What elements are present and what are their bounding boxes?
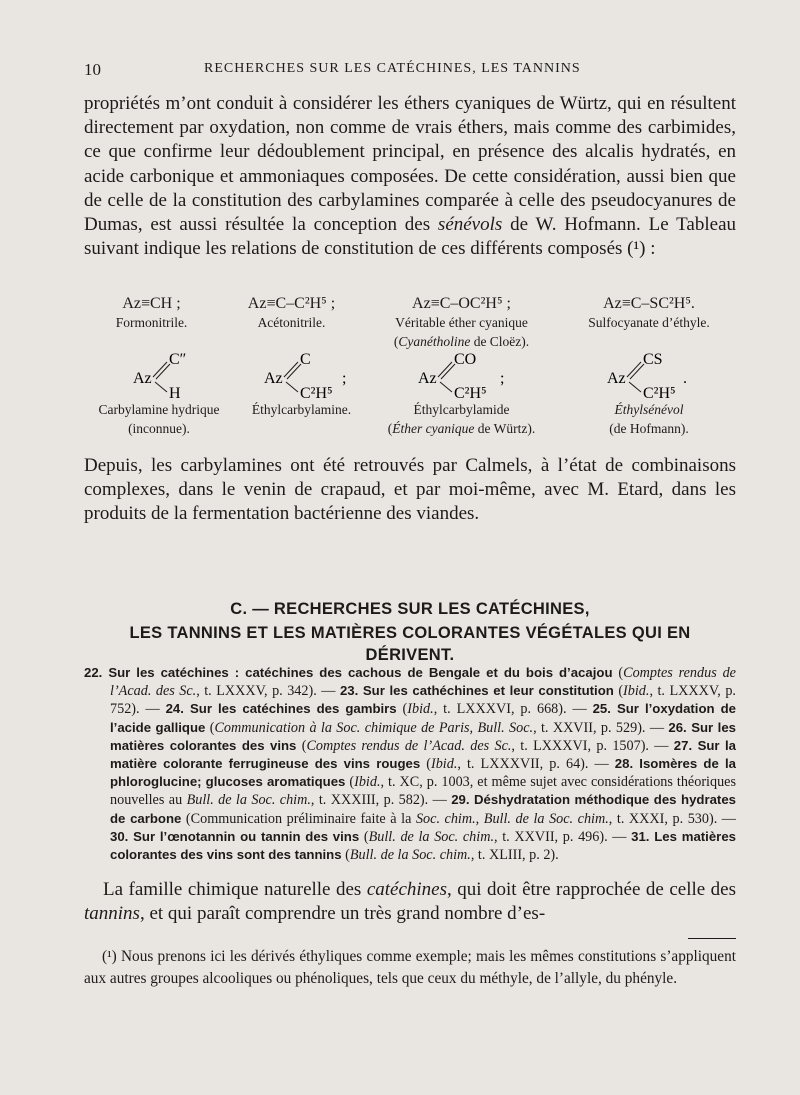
compound-label: Éthylcarbylamide xyxy=(413,402,510,417)
structural-formula xyxy=(99,350,219,400)
compound-label: Carbylamine hydrique xyxy=(98,402,220,417)
top-group: CO xyxy=(453,351,476,368)
bottom-group: H xyxy=(169,385,181,400)
footnote: (¹) Nous prenons ici les dérivés éthyliques comme exemple; mais les mêmes constitutions s’appliquent aux autres groupes alcooliques ou phénoliques, tels que ceux du méthyle, de l’allyle, du phényle. xyxy=(84,948,736,987)
top-group: CS xyxy=(643,351,663,368)
famille-paragraph: La famille chimique naturelle des catéchines, qui doit être rapprochée de celle des tannins, et qui paraît comprendre un très grand nombre d’es- xyxy=(84,879,737,925)
page-number: 10 xyxy=(84,60,101,79)
az-atom: Az xyxy=(607,370,626,387)
compound-label: Véritable éther cyanique xyxy=(395,315,528,330)
compound-sublabel: (Cyanétholine de Cloëz). xyxy=(393,334,530,349)
compound-sublabel: (de Hofmann). xyxy=(609,421,689,436)
az-atom: Az xyxy=(263,370,283,387)
section-title-line-1: C. — RECHERCHES SUR LES CATÉCHINES, xyxy=(230,600,590,618)
structural-formula xyxy=(589,350,709,400)
formula: Az≡C–C²H⁵ ; xyxy=(247,295,336,312)
bond-lower xyxy=(155,382,167,392)
separator: ; xyxy=(499,370,504,387)
compound-sublabel: (inconnue). xyxy=(128,421,190,436)
ethylcarbylamide-cell xyxy=(369,350,554,438)
acetonitrile-cell xyxy=(219,294,364,332)
depuis-paragraph: Depuis, les carbylamines ont été retrouvés par Calmels, à l’état de combinaisons complexes, dans le venin de crapaud, et par moi-même, avec M. Etard, dans les produits de la fermentation bactérienne des viandes. xyxy=(84,455,736,525)
carbylamine-hydrique-cell xyxy=(84,350,234,438)
compound-label: Éthylsénévol xyxy=(614,402,684,417)
senevols-term: sénévols xyxy=(437,214,503,236)
structural-formula xyxy=(242,350,362,400)
bottom-group: C²H⁵ xyxy=(453,385,487,400)
page-header xyxy=(84,60,736,80)
separator: . xyxy=(683,370,687,387)
separator: ; xyxy=(341,370,346,387)
bond-lower xyxy=(286,382,298,392)
running-head: RECHERCHES SUR LES CATÉCHINES, LES TANNINS xyxy=(204,61,581,76)
az-atom: Az xyxy=(417,370,437,387)
compound-sublabel: (Éther cyanique de Würtz). xyxy=(387,421,536,436)
ethylsenevol-cell xyxy=(559,350,739,438)
compound-label: Éthylcarbylamine. xyxy=(251,402,352,417)
references-list xyxy=(84,664,736,864)
bottom-group: C²H⁵ xyxy=(643,385,676,400)
compound-label: Formonitrile. xyxy=(115,315,188,330)
bond-lower xyxy=(629,382,641,392)
formula: Az≡CH ; xyxy=(122,295,181,312)
section-title-line-2: LES TANNINS ET LES MATIÈRES COLORANTES VÉGÉTALES QUI EN DÉRIVENT. xyxy=(129,624,691,664)
formula: Az≡C–OC²H⁵ ; xyxy=(412,295,511,312)
intro-paragraph: propriétés m’ont conduit à considérer les éthers cyaniques de Würtz, qui en résultent directement par oxydation, non comme de vrais éthers, mais comme des carbimides, ce que confirme leur dédoublement principal, en présence des alcalis hydratés, en acide carbonique et ammoniaques composées. De cette considération, aussi bien que de celle de la constitution des carbylamines comparée à celle des pseudocyanures de Dumas, est aussi résultée la conception des sénévols de W. Hofmann. Le Tableau suivant indique les relations de constitution de ces différents composés (¹) : xyxy=(84,93,737,260)
compound-label: Acétonitrile. xyxy=(257,315,326,330)
compound-label: Sulfocyanate d’éthyle. xyxy=(588,315,710,330)
formula: Az≡C–SC²H⁵. xyxy=(603,295,695,312)
reference-block: 22. Sur les catéchines : catéchines des cachous de Bengale et du bois d’acajou (Comptes rendus de l’Acad. des Sc., t. LXXXV, p. 342). — 23. Sur les cathéchines et leur constitution (Ibid., t. LXXXV, p. 752). — 24. Sur les catéchines des gambirs (Ibid., t. LXXXVI, p. 668). — 25. Sur l’oxydation de l’acide gallique (Communication à la Soc. chimique de Paris, Bull. Soc., t. XXVII, p. 529). — 26. Sur les matières colorantes des vins (Comptes rendus de l’Acad. des Sc., t. LXXXVI, p. 1507). — 27. Sur la matière colorante ferrugineuse des vins rouges (Ibid., t. LXXXVII, p. 64). — 28. Isomères de la phloroglucine; glucoses aromatiques (Ibid., t. XC, p. 1003, et même sujet avec considérations théoriques nouvelles au Bull. de la Soc. chim., t. XXXIII, p. 582). — 29. Déshydratation méthodique des hydrates de carbone (Communication préliminaire faite à la Soc. chim., Bull. de la Soc. chim., t. XXXI, p. 530). — 30. Sur l’œnotannin ou tannin des vins (Bull. de la Soc. chim., t. XXVII, p. 496). — 31. Les matières colorantes des vins sont des tannins (Bull. de la Soc. chim., t. XLIII, p. 2). xyxy=(84,665,737,864)
footnote-rule xyxy=(688,938,736,939)
bond-lower xyxy=(440,382,452,392)
sulfocyanate-cell xyxy=(559,294,739,332)
bottom-group: C²H⁵ xyxy=(299,385,333,400)
ethylcarbylamine-cell xyxy=(234,350,369,419)
formonitrile-cell xyxy=(84,294,219,332)
az-atom: Az xyxy=(133,370,152,387)
structural-formula xyxy=(392,350,532,400)
top-group: C xyxy=(299,351,311,368)
constitution-table xyxy=(84,292,736,442)
top-group: C″ xyxy=(169,351,187,368)
ether-cyanique-cell xyxy=(369,294,554,351)
